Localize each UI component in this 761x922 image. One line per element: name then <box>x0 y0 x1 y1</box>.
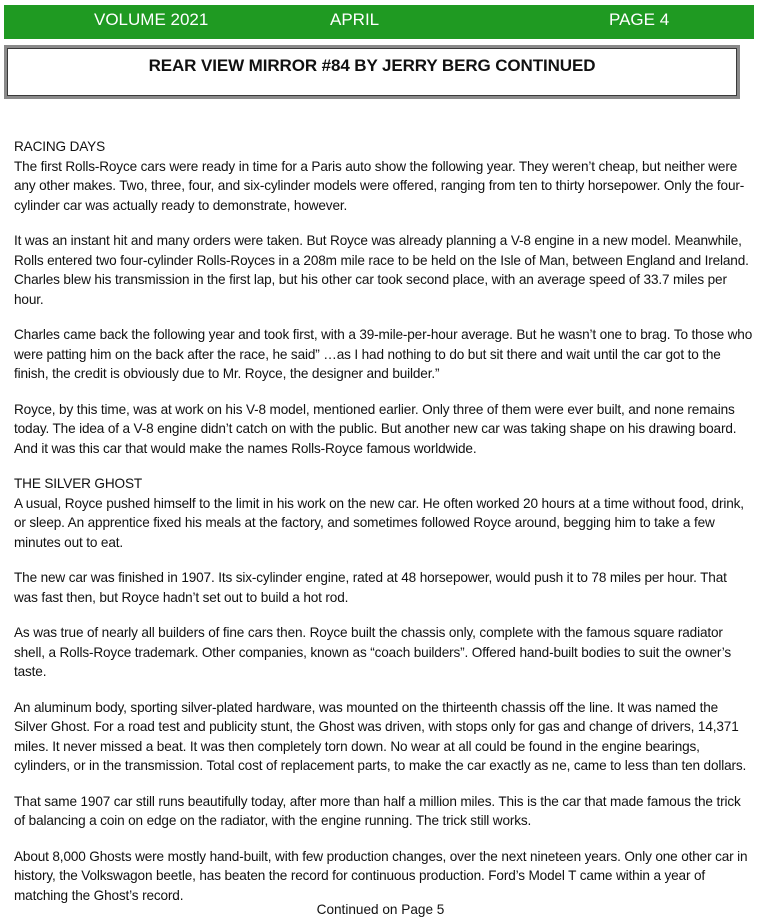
paragraph: Charles came back the following year and took first, with a 39-mile-per-hour average. But he wasn’t one to brag. To those who were patting him on the back after the race, he said” …as I had nothing to do but sit there and wait until the car got to the finish, the credit is obviously due to Mr. Royce, the designer and builder.” <box>14 327 753 381</box>
paragraph: That same 1907 car still runs beautifully today, after more than half a million miles. This is the car that made famous the trick of balancing a coin on edge on the radiator, with the engine running. The trick still works. <box>14 793 741 828</box>
section-racing-days <box>14 137 754 458</box>
header-banner <box>4 5 754 39</box>
page-number-label: PAGE 4 <box>609 10 670 29</box>
section-silver-ghost <box>14 474 754 905</box>
article-title: REAR VIEW MIRROR #84 BY JERRY BERG CONTINUED <box>148 56 596 75</box>
paragraph: As was true of nearly all builders of fine cars then. Royce built the chassis only, complete with the famous square radiator shell, a Rolls-Royce trademark. Other companies, known as “coach builders”. Offered hand-built bodies to suit the owner’s taste. <box>14 625 732 679</box>
paragraph: Royce, by this time, was at work on his V-8 model, mentioned earlier. Only three of them were ever built, and none remains today. The idea of a V-8 engine didn’t catch on with the public. But another new car was taking shape on his drawing board. And it was this car that would make the names Rolls-Royce famous worldwide. <box>14 401 737 456</box>
paragraph: The new car was finished in 1907. Its six-cylinder engine, rated at 48 horsepower, would push it to 78 miles per hour. That was fast then, but Royce hadn’t set out to build a hot rod. <box>14 570 727 605</box>
paragraph: The first Rolls-Royce cars were ready in time for a Paris auto show the following year. They weren’t cheap, but neither were any other makes. Two, three, four, and six-cylinder models were offered, ranging from ten to thirty horsepower. Only the four-cylinder car was actually ready to demonstrate, however. <box>14 158 745 213</box>
section-heading: RACING DAYS <box>14 139 106 154</box>
paragraph: About 8,000 Ghosts were mostly hand-built, with few production changes, over the next nineteen years. Only one other car in history, the Volkswagon beetle, has beaten the record for continuous production. Ford’s Model T came within a year of matching the Ghost’s record. <box>14 848 748 903</box>
title-box <box>4 45 740 99</box>
continued-note: Continued on Page 5 <box>316 902 445 917</box>
paragraph: A usual, Royce pushed himself to the limit in his work on the new car. He often worked 20 hours at a time without food, drink, or sleep. An apprentice fixed his meals at the factory, and sometimes followed Royce around, begging him to take a few minutes out to eat. <box>14 495 744 550</box>
volume-label: VOLUME 2021 <box>94 10 209 29</box>
month-label: APRIL <box>330 10 380 29</box>
article-body <box>14 137 754 921</box>
paragraph: An aluminum body, sporting silver-plated hardware, was mounted on the thirteenth chassis off the line. It was named the Silver Ghost. For a road test and publicity stunt, the Ghost was driven, with stops only for gas and change of drivers, 14,371 miles. It never missed a beat. It was then completely torn down. No wear at all could be found in the engine bearings, cylinders, or in the transmission. Total cost of replacement parts, to make the car exactly as ne, came to less than ten dollars. <box>14 699 747 773</box>
paragraph: It was an instant hit and many orders were taken. But Royce was already planning a V-8 engine in a new model. Meanwhile, Rolls entered two four-cylinder Rolls-Royces in a 208m mile race to be held on the Isle of Man, between England and Ireland. Charles blew his transmission in the first lap, but his other car took second place, with an average speed of 33.7 miles per hour. <box>14 233 749 307</box>
section-heading: THE SILVER GHOST <box>14 476 143 491</box>
